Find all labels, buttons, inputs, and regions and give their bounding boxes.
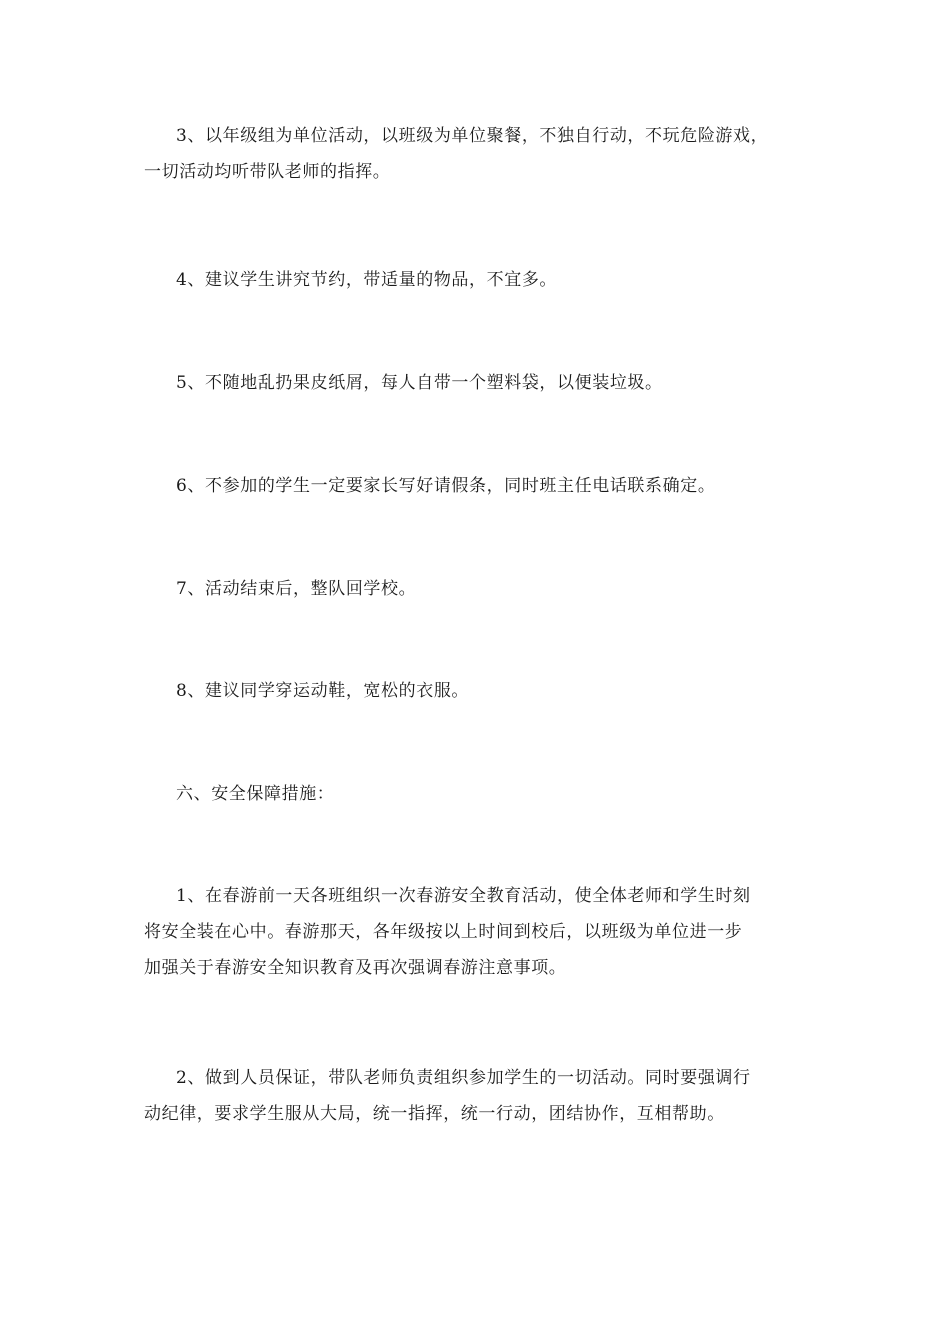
paragraph-item-4 [144, 262, 814, 298]
paragraph-line: 4、建议学生讲究节约，带适量的物品，不宜多。 [176, 270, 558, 290]
paragraph-safety-1 [144, 878, 814, 986]
paragraph-item-8 [144, 673, 814, 709]
paragraph-line: 7、活动结束后，整队回学校。 [176, 579, 417, 599]
paragraph-item-6 [144, 468, 814, 504]
paragraph-safety-2 [144, 1060, 814, 1132]
paragraph-line: 3、以年级组为单位活动，以班级为单位聚餐，不独自行动，不玩危险游戏， [176, 126, 769, 146]
paragraph-item-3 [144, 118, 814, 190]
paragraph-line: 1、在春游前一天各班组织一次春游安全教育活动，使全体老师和学生时刻 [176, 886, 751, 906]
paragraph-line: 6、不参加的学生一定要家长写好请假条，同时班主任电话联系确定。 [176, 476, 716, 496]
section-heading-line: 六、安全保障措施： [176, 784, 335, 804]
paragraph-item-7 [144, 571, 814, 607]
paragraph-item-5 [144, 365, 814, 401]
paragraph-line: 8、建议同学穿运动鞋，宽松的衣服。 [176, 681, 470, 701]
paragraph-line: 将安全装在心中。春游那天，各年级按以上时间到校后，以班级为单位进一步 [144, 922, 743, 942]
paragraph-line: 一切活动均听带队老师的指挥。 [144, 162, 391, 182]
paragraph-line: 加强关于春游安全知识教育及再次强调春游注意事项。 [144, 958, 567, 978]
section-heading-safety [144, 776, 814, 812]
paragraph-line: 5、不随地乱扔果皮纸屑，每人自带一个塑料袋，以便装垃圾。 [176, 373, 663, 393]
paragraph-line: 动纪律，要求学生服从大局，统一指挥，统一行动，团结协作，互相帮助。 [144, 1104, 725, 1124]
paragraph-line: 2、做到人员保证，带队老师负责组织参加学生的一切活动。同时要强调行 [176, 1068, 751, 1088]
